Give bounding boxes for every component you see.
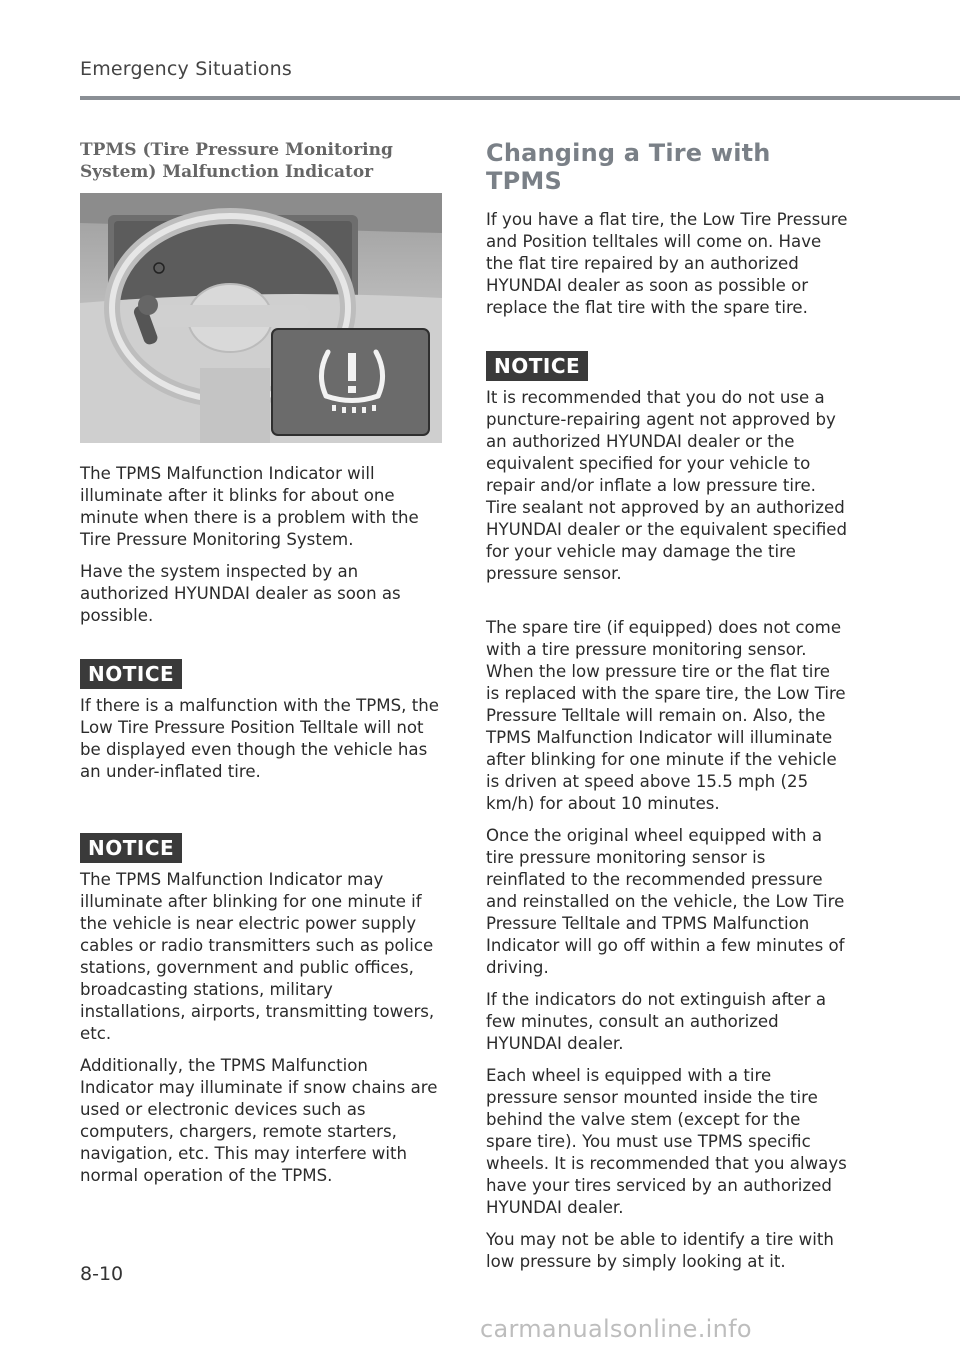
notice-label: NOTICE [80, 659, 182, 689]
running-header: Emergency Situations [80, 58, 292, 80]
reinstall-paragraph: Once the original wheel equipped with a tire pressure monitoring sensor is reinflated to the recommended pressure and reinstalled on the vehicle, the Low Tire Pressure Telltale and TPMS Malfunction Indicator will go off within a few minutes of driving. [486, 826, 845, 977]
sensor-paragraph: Each wheel is equipped with a tire pressure sensor mounted inside the tire behind the valve stem (except for the spare tire). You must use TPMS specific wheels. It is recommended that you always have your tires serviced by an authorized HYUNDAI dealer. [486, 1066, 847, 1217]
flat-tire-paragraph: If you have a flat tire, the Low Tire Pressure and Position telltales will come on. Have the flat tire repaired by an authorized HYUNDAI dealer as soon as possible or replace the flat tire with the spare tire. [486, 210, 848, 317]
tpms-malfunction-heading: TPMS (Tire Pressure Monitoring System) Malfunction Indicator [80, 140, 393, 182]
notice-label: NOTICE [80, 833, 182, 863]
low-pressure-paragraph: You may not be able to identify a tire with low pressure by simply looking at it. [486, 1230, 834, 1271]
right-column [486, 139, 848, 1283]
watermark: carmanualsonline.info [480, 1315, 752, 1343]
left-column [80, 139, 442, 1197]
notice-text: The TPMS Malfunction Indicator may illuminate after blinking for one minute if the vehicle is near electric power supply cables or radio transmitters such as police stations, government and public offices, broadcasting stations, military installations, airports, transmitting towers, etc. [80, 870, 435, 1043]
tpms-malfunction-paragraph: The TPMS Malfunction Indicator will illuminate after it blinks for about one minute when there is a problem with the Tire Pressure Monitoring System. [80, 464, 419, 549]
dashboard-illustration-svg [80, 193, 442, 443]
dashboard-illustration [80, 193, 442, 443]
spare-tire-paragraph: The spare tire (if equipped) does not come with a tire pressure monitoring sensor. When the low pressure tire or the flat tire is replaced with the spare tire, the Low Tire Pressure Telltale will remain on. Also, the TPMS Malfunction Indicator will illuminate after blinking for one minute if the vehicle is driven at speed above 15.5 mph (25 km/h) for about 10 minutes. [486, 618, 846, 813]
notice-text: Additionally, the TPMS Malfunction Indicator may illuminate if snow chains are used or electronic devices such as computers, chargers, remote starters, navigation, etc. This may interfere with normal operation of the TPMS. [80, 1056, 438, 1185]
notice-text: It is recommended that you do not use a puncture-repairing agent not approved by an authorized HYUNDAI dealer or the equivalent specified for your vehicle to repair and/or inflate a low pressure tire. Tire sealant not approved by an authorized HYUNDAI dealer or the equivalent specified for your vehicle may damage the tire pressure sensor. [486, 388, 848, 583]
inspection-paragraph: Have the system inspected by an authorized HYUNDAI dealer as soon as possible. [80, 562, 401, 625]
header-divider [80, 96, 960, 100]
notice-text: If there is a malfunction with the TPMS, the Low Tire Pressure Position Telltale will not be displayed even though the vehicle has an under-inflated tire. [80, 696, 439, 781]
indicators-paragraph: If the indicators do not extinguish after a few minutes, consult an authorized HYUNDAI dealer. [486, 990, 827, 1053]
page-number: 8-10 [80, 1263, 124, 1285]
changing-tire-title: Changing a Tire with TPMS [486, 139, 771, 195]
notice-label: NOTICE [486, 351, 588, 381]
